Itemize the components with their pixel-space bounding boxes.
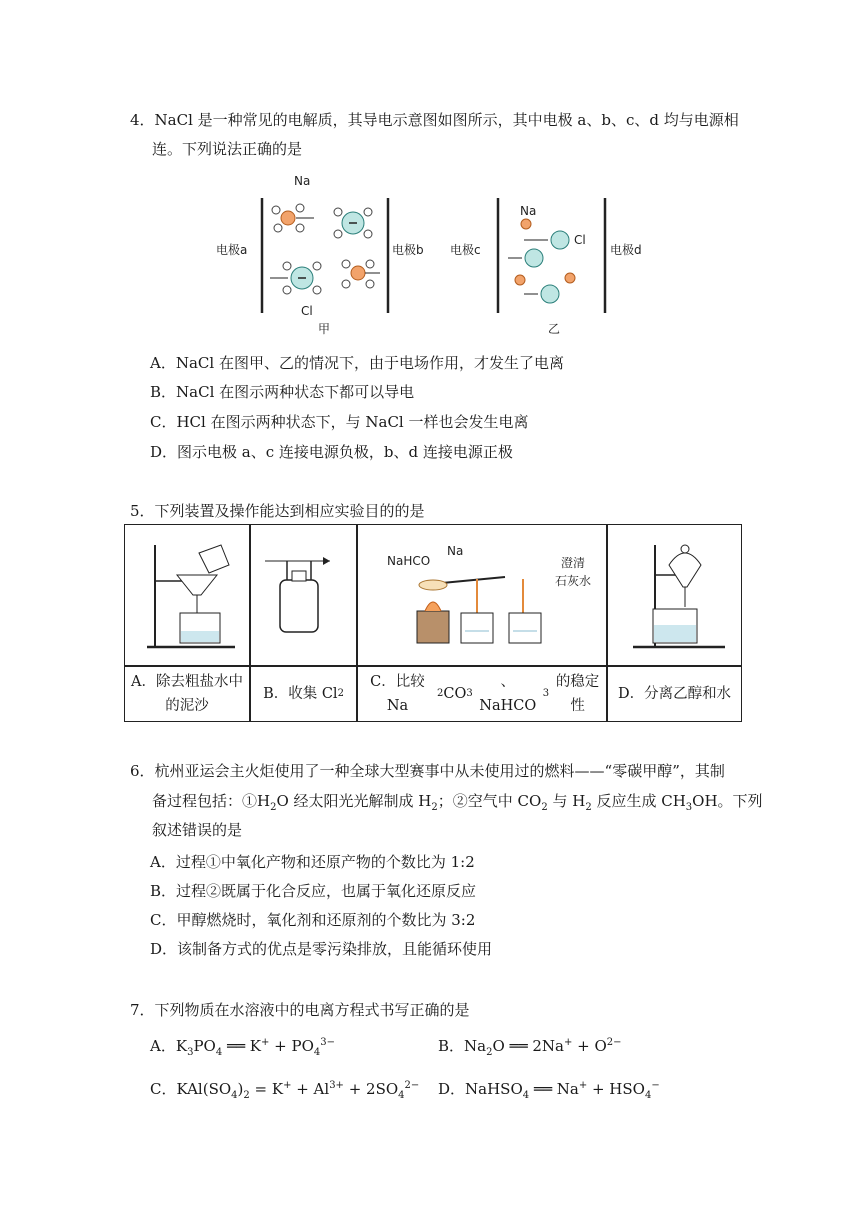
na-ion-1 [521,219,531,229]
q6-stem-line1: 6．杭州亚运会主火炬使用了一种全球大型赛事中从未使用过的燃料——“零碳甲醇”，其制 [130,762,725,780]
q7-option-b: B．$Na_2O$ ══ $2Na^+ + O^{2-}$ [438,1037,622,1058]
q6-stem-line3: 叙述错误的是 [152,821,243,839]
apparatus-drawings [125,525,741,665]
label-electrode-a: 电极a [216,243,248,257]
caption-a: A．除去粗盐水中 的泥沙 [131,674,243,714]
svg-text:石灰水: 石灰水 [555,574,592,588]
cl-ion-2 [525,249,543,267]
q4-option-a: A．NaCl 在图甲、乙的情况下，由于电场作用，才发生了电离 [150,354,564,372]
hydrated-na-ion-2 [342,260,380,288]
svg-text:澄清: 澄清 [561,556,586,570]
q7-option-a: A．$K_3PO_4$ ══ $K^+ + PO_4^{3-}$ [150,1037,336,1058]
label-cl-left: Cl [301,304,313,318]
label-electrode-b: 电极b [392,243,424,257]
q5-apparatus-table [124,524,742,722]
q4-stem-line1: 4．NaCl 是一种常见的电解质，其导电示意图如图所示，其中电极 a、b、c、d 均与电源相 [130,111,739,129]
q7-option-c: C．$KAl(SO_4)_2 = K^+ + Al^{3+} + 2SO_4^{2-}$ [150,1080,420,1101]
q6-stem-line2: 备过程包括：$①H_2O$ 经太阳光光解制成 $H_2$；②空气中 $CO_2$ 与 $H_2$ 反应生成 $CH_3OH$。下列 [152,792,763,813]
q6-option-d: D．该制备方式的优点是零污染排放，且能循环使用 [150,940,493,958]
q5-stem: 5．下列装置及操作能达到相应实验目的的是 [130,502,425,520]
caption-yi: 乙 [548,322,561,336]
q4-option-d: D．图示电极 a、c 连接电源负极，b、d 连接电源正极 [150,443,513,461]
label-electrode-d: 电极d [610,243,642,257]
caption-b: B．收集 Cl 2 [263,686,344,702]
q4-figure [210,168,660,338]
q7-option-d: D．NaHSO$_4$ ══ $Na^+ + HSO_4^-$ [438,1080,660,1101]
q4-option-c: C．HCl 在图示两种状态下，与 NaCl 一样也会发生电离 [150,413,529,431]
cl-ion-3 [541,285,559,303]
cl-ion-1 [551,231,569,249]
q4-stem-line2: 连。下列说法正确的是 [152,140,303,158]
q7-stem: 7．下列物质在水溶液中的电离方程式书写正确的是 [130,1001,470,1019]
q4-option-b: B．NaCl 在图示两种状态下都可以导电 [150,383,415,401]
q6-option-b: B．过程②既属于化合反应，也属于氧化还原反应 [150,882,477,900]
label-cl-right: Cl [574,233,586,247]
label-na-right: Na [520,204,537,218]
filtration-apparatus [147,545,235,647]
na-ion-3 [565,273,575,283]
caption-jia: 甲 [318,322,331,336]
separatory-funnel-apparatus [633,545,725,647]
svg-text:Na: Na [447,544,464,558]
gas-collection-bottle [265,557,330,632]
q6-option-c: C．甲醇燃烧时，氧化剂和还原剂的个数比为 3:2 [150,911,476,929]
hydrated-cl-ion-1 [334,208,372,238]
caption-d: D．分离乙醇和水 [617,686,732,702]
label-na-left: Na [294,174,311,188]
hydrated-cl-ion-2 [270,262,321,294]
caption-c: C．比较 Na 2 CO 3 、NaHCO 3 的稳定性 [370,674,600,714]
svg-text:NaHCO: NaHCO [387,554,431,568]
thermal-stability-apparatus [387,544,591,643]
na-ion-2 [515,275,525,285]
hydrated-na-ion-1 [272,204,314,232]
label-electrode-c: 电极c [450,243,481,257]
q6-option-a: A．过程①中氧化产物和还原产物的个数比为 1:2 [150,853,475,871]
